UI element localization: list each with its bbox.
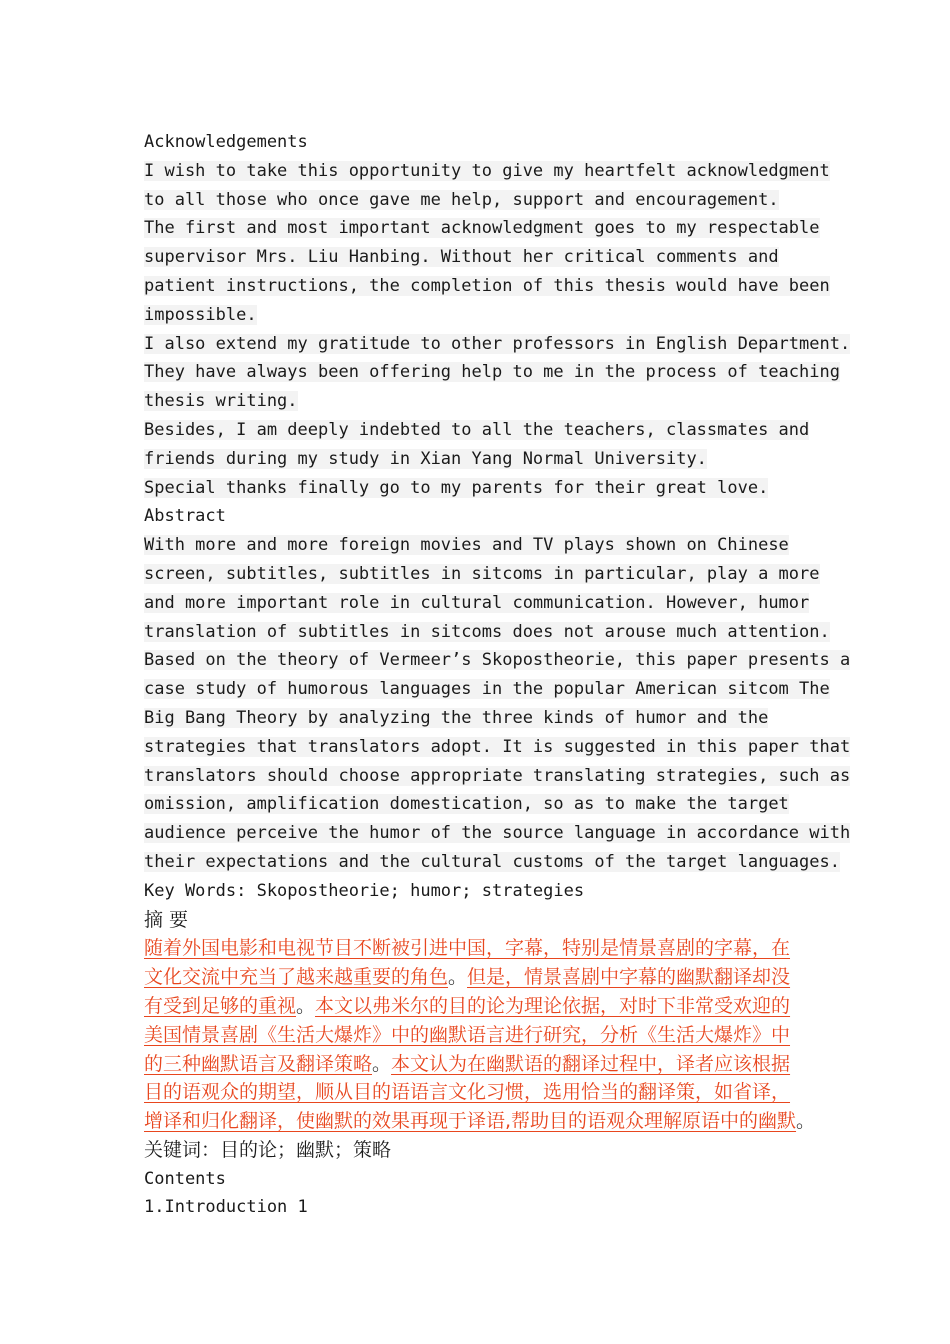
acknowledgement-line: Besides, I am deeply indebted to all the teachers, classmates and [144,419,810,440]
acknowledgement-line: Special thanks finally go to my parents for their great love. [144,477,769,498]
acknowledgement-line: friends during my study in Xian Yang Normal University. [144,448,707,469]
highlighted-text: 随着外国电影和电视节目不断被引进中国，字幕，特别是情景喜剧的字幕，在 [144,937,791,960]
acknowledgement-line: The first and most important acknowledgment goes to my respectable [144,218,820,239]
abstract-line: omission, amplification domestication, so as to make the target [144,794,789,815]
abstract-zh-line [144,1107,824,1136]
plain-text: 。 [448,966,468,989]
abstract-line: audience perceive the humor of the source language in accordance with [144,823,851,844]
highlighted-text: 但是，情景喜剧中字幕的幽默翻译却没 [467,966,791,989]
abstract-zh-section [144,906,824,1165]
abstract-heading: Abstract [144,506,226,527]
acknowledgement-line: I wish to take this opportunity to give my heartfelt acknowledgment [144,160,830,181]
abstract-zh-line [144,934,824,963]
contents-section [144,1165,824,1223]
plain-text: 。 [372,1052,392,1075]
highlighted-text: 有受到足够的重视 [144,994,297,1017]
highlighted-text: 增译和归化翻译，使幽默的效果再现于译语,帮助目的语观众理解原语中的幽默 [144,1110,797,1133]
contents-item: 1.Introduction 1 [144,1197,308,1218]
highlighted-text: 美国情景喜剧《生活大爆炸》中的幽默语言进行研究，分析《生活大爆炸》中 [144,1023,791,1046]
abstract-line: case study of humorous languages in the popular American sitcom The [144,679,830,700]
abstract-zh-line [144,1050,824,1079]
abstract-line: and more important role in cultural communication. However, humor [144,592,810,613]
contents-heading: Contents [144,1168,226,1189]
plain-text: 。 [796,1110,816,1133]
acknowledgement-line: to all those who once gave me help, support and encouragement. [144,189,779,210]
abstract-line: strategies that translators adopt. It is suggested in this paper that [144,736,851,757]
highlighted-text: 文化交流中充当了越来越重要的角色 [144,966,449,989]
keywords-zh: 关键词：目的论；幽默；策略 [144,1138,392,1161]
acknowledgement-line: They have always been offering help to me in the process of teaching [144,362,840,383]
abstract-zh-line [144,963,824,992]
abstract-zh-line [144,1078,824,1107]
abstract-zh-line [144,992,824,1021]
highlighted-text: 本文以弗米尔的目的论为理论依据，对时下非常受欢迎的 [315,994,791,1017]
abstract-zh-heading: 摘 要 [144,908,189,931]
acknowledgement-line: patient instructions, the completion of this thesis would have been [144,275,830,296]
highlighted-text: 目的语观众的期望，顺从目的语语言文化习惯，选用恰当的翻译策，如省译， [144,1081,791,1104]
acknowledgement-line: supervisor Mrs. Liu Hanbing. Without her critical comments and [144,247,779,268]
document-page [144,128,851,1222]
plain-text: 。 [296,994,316,1017]
abstract-zh-line [144,1021,824,1050]
abstract-line: With more and more foreign movies and TV plays shown on Chinese [144,535,789,556]
highlighted-text: 的三种幽默语言及翻译策略 [144,1052,373,1075]
highlighted-text: 本文认为在幽默语的翻译过程中，译者应该根据 [391,1052,791,1075]
acknowledgements-section [144,128,851,502]
abstract-line: screen, subtitles, subtitles in sitcoms in particular, play a more [144,563,820,584]
keywords-en: Key Words: Skopostheorie; humor; strategies [144,880,585,901]
abstract-en-section [144,502,851,905]
abstract-line: translation of subtitles in sitcoms does not arouse much attention. [144,621,830,642]
abstract-line: translators should choose appropriate translating strategies, such as [144,765,851,786]
acknowledgement-line: impossible. [144,304,257,325]
abstract-line: Big Bang Theory by analyzing the three kinds of humor and the [144,707,769,728]
abstract-line: their expectations and the cultural customs of the target languages. [144,851,840,872]
acknowledgement-line: thesis writing. [144,391,298,412]
acknowledgement-line: I also extend my gratitude to other professors in English Department. [144,333,851,354]
abstract-line: Based on the theory of Vermeer’s Skopostheorie, this paper presents a [144,650,851,671]
acknowledgements-heading: Acknowledgements [144,132,308,152]
